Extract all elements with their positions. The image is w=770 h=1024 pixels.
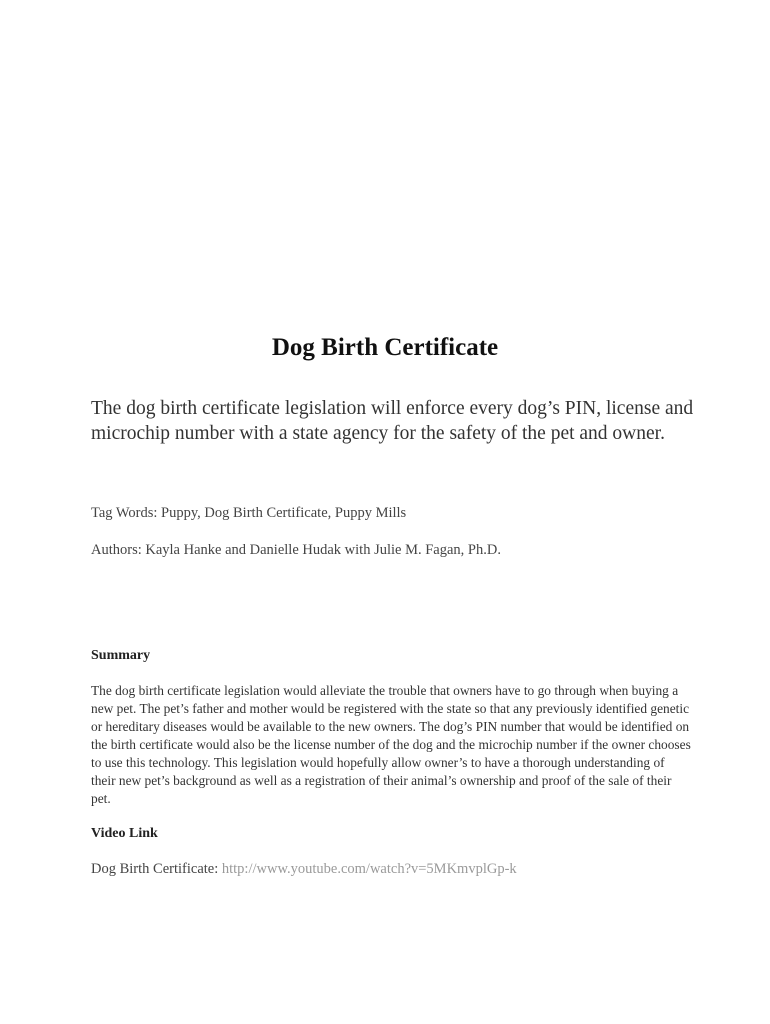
authors-line: Authors: Kayla Hanke and Danielle Hudak with Julie M. Fagan, Ph.D. <box>91 542 501 558</box>
abstract-text: The dog birth certificate legislation will enforce every dog’s PIN, license and microchip number with a state agency for the safety of the pet and owner. <box>91 398 694 444</box>
video-link-line <box>91 860 517 878</box>
video-url-link[interactable]: http://www.youtube.com/watch?v=5MKmvplGp-k <box>221 861 517 877</box>
summary-heading: Summary <box>91 648 151 663</box>
summary-text: The dog birth certificate legislation would alleviate the trouble that owners have to go through when buying a new pet. The pet’s father and mother would be registered with the state so that any previously identified genetic or hereditary diseases would be available to the new owners. The dog’s PIN number that would be identified on the birth certificate would also be the license number of the dog and the microchip number if the owner chooses to use this technology. This legislation would hopefully allow owner’s to have a thorough understanding of their new pet’s background as well as a registration of their animal’s ownership and proof of the sale of their pet. <box>91 683 691 806</box>
document-title: Dog Birth Certificate <box>271 334 499 361</box>
video-link-heading: Video Link <box>91 826 158 841</box>
video-link-label: Dog Birth Certificate: <box>91 861 222 877</box>
tag-words: Tag Words: Puppy, Dog Birth Certificate, Puppy Mills <box>91 505 407 521</box>
